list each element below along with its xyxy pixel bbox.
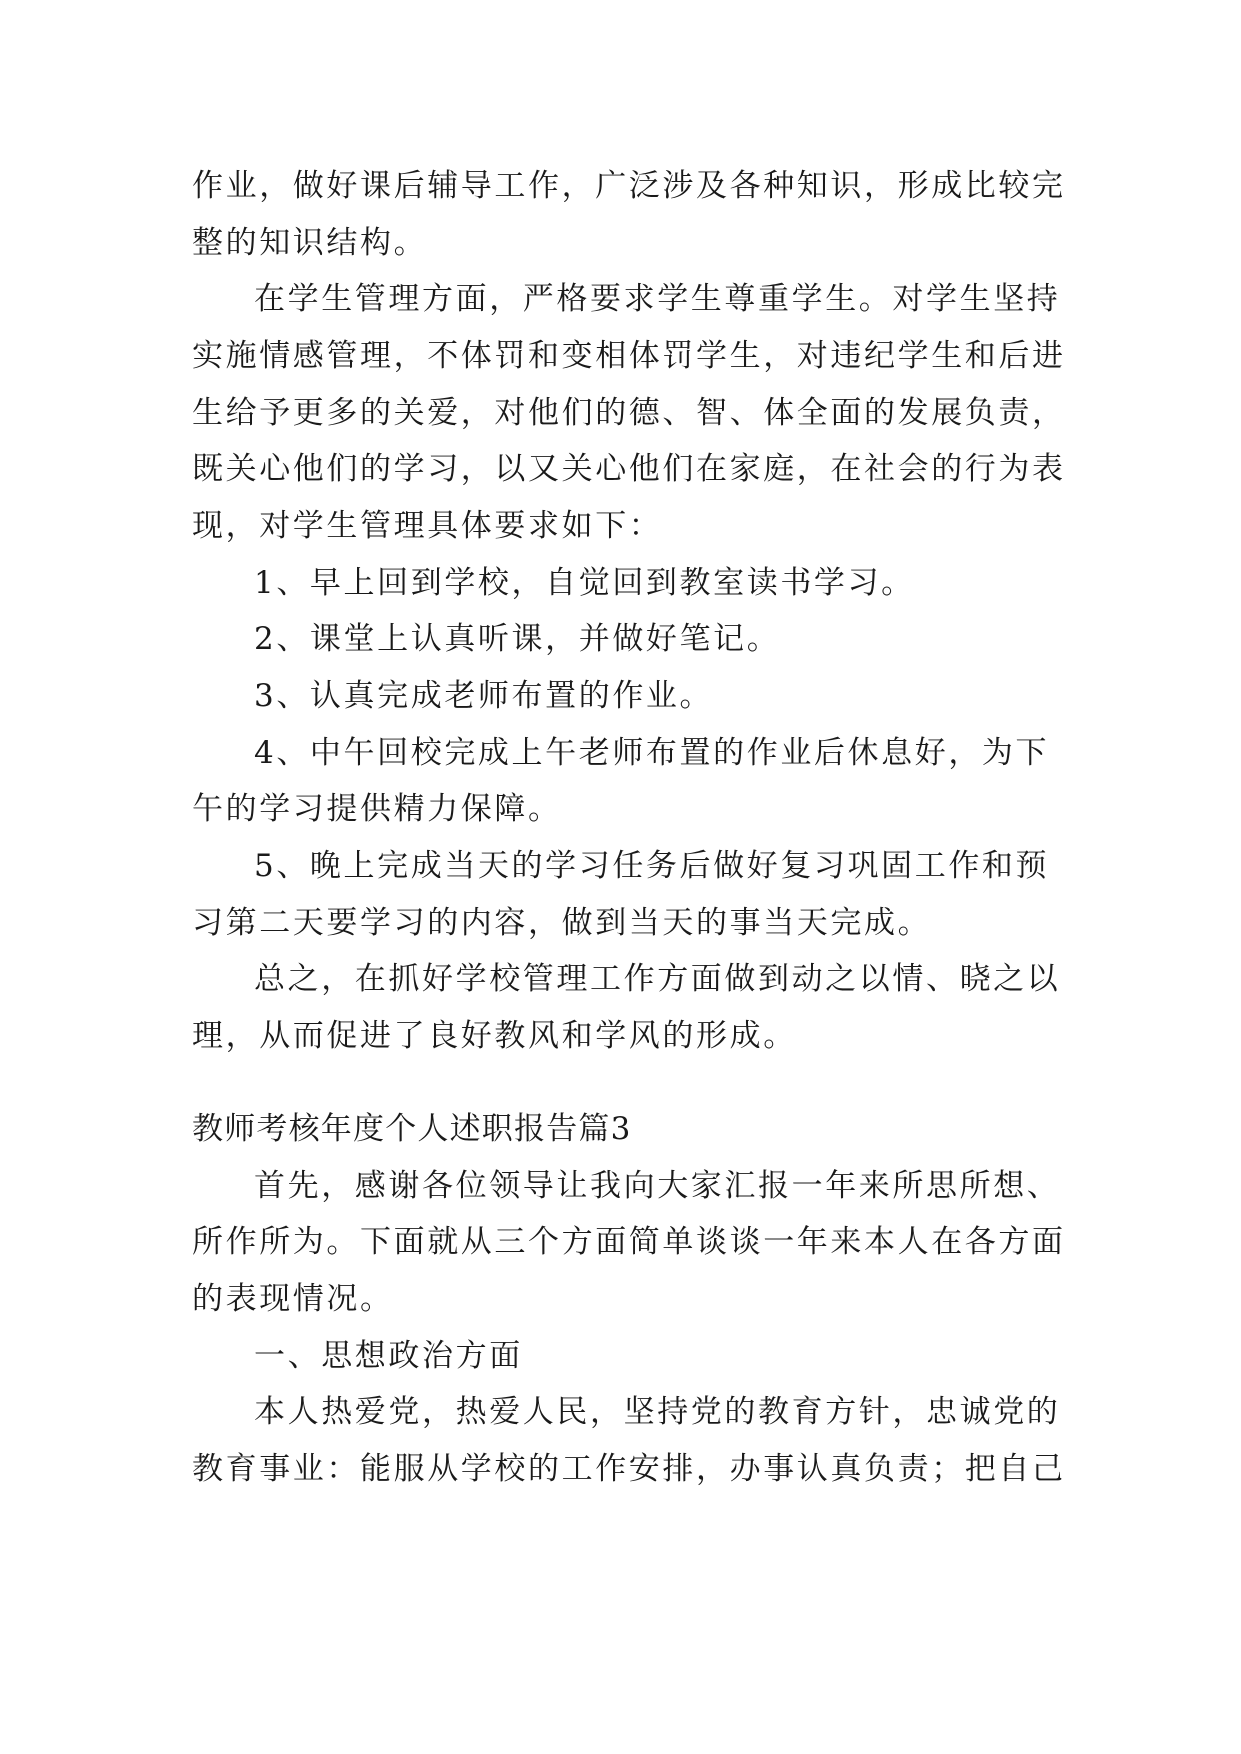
text-line: 午的学习提供精力保障。 bbox=[192, 791, 562, 827]
paragraph-start: 在学生管理方面，严格要求学生尊重学生。对学生坚持 bbox=[254, 281, 1061, 317]
list-item: 5、晚上完成当天的学习任务后做好复习巩固工作和预 bbox=[254, 848, 1050, 884]
paragraph-start: 本人热爱党，热爱人民，坚持党的教育方针，忠诚党的 bbox=[254, 1394, 1061, 1430]
text-line: 教育事业：能服从学校的工作安排，办事认真负责；把自己 bbox=[192, 1451, 1066, 1487]
section-heading: 教师考核年度个人述职报告篇3 bbox=[192, 1111, 632, 1147]
text-line: 习第二天要学习的内容，做到当天的事当天完成。 bbox=[192, 905, 932, 941]
text-line: 既关心他们的学习，以又关心他们在家庭，在社会的行为表 bbox=[192, 451, 1066, 487]
text-line: 理，从而促进了良好教风和学风的形成。 bbox=[192, 1018, 797, 1054]
text-line: 生给予更多的关爱，对他们的德、智、体全面的发展负责， bbox=[192, 395, 1066, 431]
paragraph-start: 总之，在抓好学校管理工作方面做到动之以情、晓之以 bbox=[254, 961, 1061, 997]
list-item: 2、课堂上认真听课，并做好笔记。 bbox=[254, 621, 781, 657]
list-item: 1、早上回到学校，自觉回到教室读书学习。 bbox=[254, 565, 915, 601]
text-line: 现，对学生管理具体要求如下： bbox=[192, 508, 663, 544]
subsection-heading: 一、思想政治方面 bbox=[254, 1338, 523, 1374]
paragraph-start: 首先，感谢各位领导让我向大家汇报一年来所思所想、 bbox=[254, 1168, 1061, 1204]
text-line: 的表现情况。 bbox=[192, 1281, 394, 1317]
text-line: 实施情感管理，不体罚和变相体罚学生，对违纪学生和后进 bbox=[192, 338, 1066, 374]
text-line: 整的知识结构。 bbox=[192, 225, 428, 261]
list-item: 3、认真完成老师布置的作业。 bbox=[254, 678, 714, 714]
text-line: 作业，做好课后辅导工作，广泛涉及各种知识，形成比较完 bbox=[192, 168, 1066, 204]
list-item: 4、中午回校完成上午老师布置的作业后休息好，为下 bbox=[254, 735, 1050, 771]
text-line: 所作所为。下面就从三个方面简单谈谈一年来本人在各方面 bbox=[192, 1224, 1066, 1260]
